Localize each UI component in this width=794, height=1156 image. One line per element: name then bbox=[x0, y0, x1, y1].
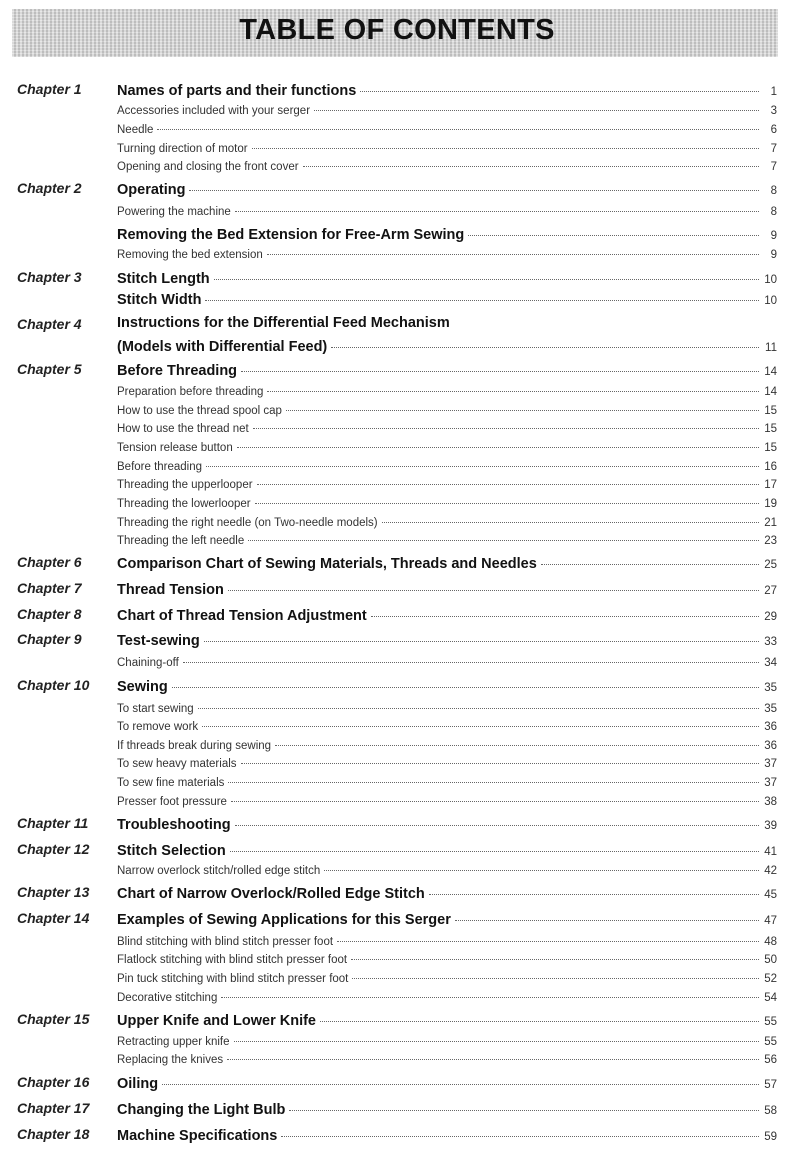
entry-title: Before threading bbox=[117, 461, 203, 474]
entry-title: Changing the Light Bulb bbox=[117, 1102, 286, 1119]
entry-title: Opening and closing the front cover bbox=[117, 161, 299, 174]
chapter-label: Chapter 4 bbox=[17, 316, 82, 332]
dot-leader bbox=[162, 1070, 759, 1085]
dot-leader bbox=[360, 77, 759, 92]
dot-leader bbox=[255, 489, 759, 504]
entry-title: Chart of Narrow Overlock/Rolled Edge Stitch bbox=[117, 886, 425, 903]
dot-leader bbox=[468, 221, 759, 236]
dot-leader bbox=[286, 396, 759, 411]
page-number: 15 bbox=[764, 423, 777, 436]
toc-entry[interactable] bbox=[117, 529, 777, 547]
page-number: 33 bbox=[764, 636, 777, 649]
toc-entry[interactable] bbox=[117, 243, 777, 261]
dot-leader bbox=[235, 811, 759, 826]
entry-title: Needle bbox=[117, 124, 154, 137]
toc-entry[interactable] bbox=[117, 155, 777, 173]
dot-leader bbox=[320, 1007, 759, 1022]
entry-title: Troubleshooting bbox=[117, 817, 231, 834]
toc-entry[interactable] bbox=[117, 859, 777, 877]
dot-leader bbox=[183, 648, 759, 663]
page-number: 19 bbox=[764, 498, 777, 511]
chapter-label: Chapter 17 bbox=[17, 1100, 90, 1116]
page-number: 39 bbox=[764, 820, 777, 833]
page-number: 15 bbox=[764, 442, 777, 455]
page-number: 14 bbox=[764, 386, 777, 399]
chapter-label: Chapter 18 bbox=[17, 1126, 90, 1142]
entry-title: Stitch Length bbox=[117, 271, 210, 288]
page-number: 9 bbox=[770, 230, 777, 243]
dot-leader bbox=[241, 357, 759, 372]
dot-leader bbox=[206, 452, 759, 467]
entry-title: Stitch Selection bbox=[117, 843, 226, 860]
dot-leader bbox=[202, 712, 759, 727]
chapter-label: Chapter 8 bbox=[17, 606, 82, 622]
entry-title: Turning direction of motor bbox=[117, 143, 248, 156]
dot-leader bbox=[455, 906, 759, 921]
toc-entry[interactable] bbox=[117, 1073, 777, 1092]
page-number: 6 bbox=[770, 124, 777, 137]
page-number: 54 bbox=[764, 992, 777, 1005]
page-number: 56 bbox=[764, 1054, 777, 1067]
toc-entry[interactable] bbox=[117, 676, 777, 695]
entry-title: To remove work bbox=[117, 721, 199, 734]
toc-entry[interactable] bbox=[117, 1048, 777, 1066]
entry-title: Operating bbox=[117, 182, 186, 199]
entry-title: Oiling bbox=[117, 1076, 159, 1093]
chapter-label: Chapter 1 bbox=[17, 81, 82, 97]
dot-leader bbox=[241, 749, 759, 764]
toc-entry[interactable] bbox=[117, 605, 777, 624]
dot-leader bbox=[289, 1096, 759, 1111]
page-number: 10 bbox=[764, 295, 777, 308]
page-number: 57 bbox=[764, 1079, 777, 1092]
page-number: 37 bbox=[764, 758, 777, 771]
page-number: 11 bbox=[765, 342, 777, 355]
toc-entry[interactable] bbox=[117, 986, 777, 1004]
entry-title: Machine Specifications bbox=[117, 1128, 278, 1145]
dot-leader bbox=[541, 550, 759, 565]
page-number: 8 bbox=[770, 185, 777, 198]
page-number: 42 bbox=[764, 865, 777, 878]
dot-leader bbox=[253, 414, 759, 429]
page-number: 29 bbox=[764, 611, 777, 624]
entry-title: How to use the thread spool cap bbox=[117, 405, 282, 418]
chapter-label: Chapter 12 bbox=[17, 841, 90, 857]
entry-title: Presser foot pressure bbox=[117, 796, 227, 809]
entry-title: Decorative stitching bbox=[117, 992, 218, 1005]
page-number: 47 bbox=[764, 915, 777, 928]
page-number: 21 bbox=[764, 517, 777, 530]
dot-leader bbox=[371, 602, 759, 617]
entry-title: Flatlock stitching with blind stitch presser foot bbox=[117, 954, 348, 967]
toc-entry[interactable] bbox=[117, 289, 777, 308]
page-number: 23 bbox=[764, 535, 777, 548]
dot-leader bbox=[267, 377, 759, 392]
entry-title: Removing the Bed Extension for Free-Arm Sewing bbox=[117, 227, 465, 244]
chapter-label: Chapter 2 bbox=[17, 180, 82, 196]
dot-leader bbox=[382, 508, 759, 523]
page-number: 34 bbox=[764, 657, 777, 670]
page-number: 16 bbox=[764, 461, 777, 474]
toc-entry[interactable] bbox=[117, 883, 777, 902]
page-number: 55 bbox=[764, 1036, 777, 1049]
entry-title: Pin tuck stitching with blind stitch presser foot bbox=[117, 973, 349, 986]
entry-title: If threads break during sewing bbox=[117, 740, 272, 753]
page-number: 36 bbox=[764, 740, 777, 753]
page-number: 15 bbox=[764, 405, 777, 418]
dot-leader bbox=[221, 983, 759, 998]
toc-entry[interactable] bbox=[117, 790, 777, 808]
entry-title: Instructions for the Differential Feed Mechanism bbox=[117, 315, 450, 331]
entry-title: To sew heavy materials bbox=[117, 758, 237, 771]
entry-title: Thread Tension bbox=[117, 582, 224, 599]
page-number: 37 bbox=[764, 777, 777, 790]
entry-title: Test-sewing bbox=[117, 633, 200, 650]
entry-title: Stitch Width bbox=[117, 292, 202, 309]
toc-entry[interactable] bbox=[117, 630, 777, 649]
toc-entry[interactable] bbox=[117, 814, 777, 833]
entry-title: (Models with Differential Feed) bbox=[117, 339, 328, 356]
toc-entry[interactable] bbox=[117, 579, 777, 598]
toc-entry[interactable] bbox=[117, 909, 777, 928]
page-number: 8 bbox=[770, 206, 777, 219]
dot-leader bbox=[198, 694, 759, 709]
dot-leader bbox=[331, 333, 759, 348]
chapter-label: Chapter 9 bbox=[17, 631, 82, 647]
entry-title: Names of parts and their functions bbox=[117, 83, 357, 100]
page-number: 52 bbox=[764, 973, 777, 986]
page-number: 25 bbox=[764, 559, 777, 572]
chapter-label: Chapter 3 bbox=[17, 269, 82, 285]
dot-leader bbox=[314, 96, 759, 111]
toc-entry[interactable] bbox=[117, 268, 777, 287]
dot-leader bbox=[228, 576, 759, 591]
dot-leader bbox=[231, 787, 759, 802]
page-number: 17 bbox=[764, 479, 777, 492]
dot-leader bbox=[214, 265, 759, 280]
page-number: 41 bbox=[764, 846, 777, 859]
entry-title: Upper Knife and Lower Knife bbox=[117, 1013, 316, 1030]
entry-title: Chaining-off bbox=[117, 657, 179, 670]
page-number: 9 bbox=[770, 249, 777, 262]
dot-leader bbox=[235, 197, 759, 212]
entry-title: Removing the bed extension bbox=[117, 249, 263, 262]
entry-title: How to use the thread net bbox=[117, 423, 249, 436]
page-number: 35 bbox=[764, 682, 777, 695]
entry-title: Accessories included with your serger bbox=[117, 105, 311, 118]
dot-leader bbox=[337, 927, 759, 942]
entry-title: Narrow overlock stitch/rolled edge stitch bbox=[117, 865, 321, 878]
chapter-label: Chapter 6 bbox=[17, 554, 82, 570]
dot-leader bbox=[275, 731, 759, 746]
dot-leader bbox=[204, 627, 759, 642]
page-number: 58 bbox=[764, 1105, 777, 1118]
dot-leader bbox=[352, 964, 759, 979]
dot-leader bbox=[257, 470, 759, 485]
entry-title: Replacing the knives bbox=[117, 1054, 224, 1067]
toc-entry[interactable] bbox=[117, 200, 777, 218]
entry-title: Tension release button bbox=[117, 442, 233, 455]
dot-leader bbox=[281, 1122, 759, 1137]
page-number: 45 bbox=[764, 889, 777, 902]
page-number: 14 bbox=[764, 366, 777, 379]
chapter-label: Chapter 15 bbox=[17, 1011, 90, 1027]
entry-title: Threading the lowerlooper bbox=[117, 498, 251, 511]
page-number: 3 bbox=[770, 105, 777, 118]
page-number: 7 bbox=[770, 143, 777, 156]
dot-leader bbox=[351, 945, 759, 960]
chapter-label: Chapter 10 bbox=[17, 677, 90, 693]
dot-leader bbox=[429, 880, 759, 895]
page-number: 35 bbox=[764, 703, 777, 716]
entry-title: Comparison Chart of Sewing Materials, Threads and Needles bbox=[117, 556, 537, 573]
dot-leader bbox=[228, 768, 759, 783]
dot-leader bbox=[248, 526, 759, 541]
page-title: TABLE OF CONTENTS bbox=[239, 14, 555, 46]
chapter-label: Chapter 11 bbox=[17, 815, 89, 831]
dot-leader bbox=[189, 176, 759, 191]
chapter-label: Chapter 13 bbox=[17, 884, 90, 900]
page-number: 36 bbox=[764, 721, 777, 734]
entry-title: Threading the right needle (on Two-needle models) bbox=[117, 517, 378, 530]
page-number: 1 bbox=[770, 86, 777, 99]
chapter-label: Chapter 16 bbox=[17, 1074, 90, 1090]
entry-title: Sewing bbox=[117, 679, 168, 696]
toc-entry[interactable] bbox=[117, 336, 777, 355]
dot-leader bbox=[252, 134, 759, 149]
dot-leader bbox=[237, 433, 759, 448]
dot-leader bbox=[157, 115, 759, 130]
page-number: 27 bbox=[764, 585, 777, 598]
dot-leader bbox=[172, 673, 759, 688]
dot-leader bbox=[227, 1045, 759, 1060]
dot-leader bbox=[303, 152, 759, 167]
entry-title: Chart of Thread Tension Adjustment bbox=[117, 608, 367, 625]
entry-title: Threading the upperlooper bbox=[117, 479, 253, 492]
entry-title: To sew fine materials bbox=[117, 777, 225, 790]
toc-entry[interactable] bbox=[117, 1099, 777, 1118]
dot-leader bbox=[267, 240, 759, 255]
page-number: 10 bbox=[764, 274, 777, 287]
dot-leader bbox=[230, 837, 759, 852]
entry-title: Preparation before threading bbox=[117, 386, 264, 399]
entry-title: To start sewing bbox=[117, 703, 194, 716]
entry-title: Blind stitching with blind stitch presser foot bbox=[117, 936, 334, 949]
entry-title: Before Threading bbox=[117, 363, 238, 380]
chapter-label: Chapter 7 bbox=[17, 580, 82, 596]
toc-entry[interactable] bbox=[117, 651, 777, 669]
chapter-label: Chapter 14 bbox=[17, 910, 90, 926]
chapter-label: Chapter 5 bbox=[17, 361, 82, 377]
page-number: 55 bbox=[764, 1016, 777, 1029]
toc-entry[interactable] bbox=[117, 315, 777, 331]
page-number: 48 bbox=[764, 936, 777, 949]
page-number: 7 bbox=[770, 161, 777, 174]
toc-entry[interactable] bbox=[117, 553, 777, 572]
toc-entry[interactable] bbox=[117, 1125, 777, 1144]
entry-title: Powering the machine bbox=[117, 206, 231, 219]
page-number: 59 bbox=[764, 1131, 777, 1144]
dot-leader bbox=[205, 286, 759, 301]
dot-leader bbox=[234, 1027, 759, 1042]
dot-leader bbox=[324, 856, 759, 871]
entry-title: Threading the left needle bbox=[117, 535, 245, 548]
toc-entry[interactable] bbox=[117, 179, 777, 198]
entry-title: Examples of Sewing Applications for this Serger bbox=[117, 912, 451, 929]
page-number: 38 bbox=[764, 796, 777, 809]
page-number: 50 bbox=[764, 954, 777, 967]
entry-title: Retracting upper knife bbox=[117, 1036, 230, 1049]
